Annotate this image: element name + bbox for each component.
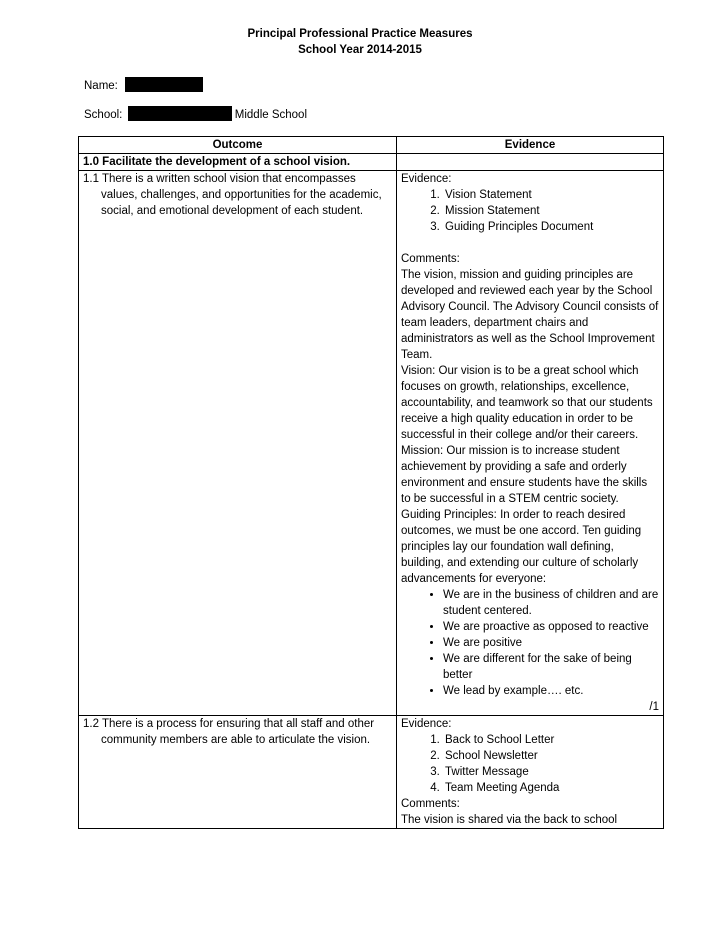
bullet-item: • We are different for the sake of being better xyxy=(443,651,659,683)
table-row xyxy=(79,171,664,716)
comment-paragraph: The vision, mission and guiding principles are developed and reviewed each year by the School Advisory Council. The Advisory Council consists of team leaders, department chairs and administrators as well as the School Improvement Team. xyxy=(401,269,659,361)
comments-label: Comments: xyxy=(401,253,460,265)
measures-table xyxy=(78,136,664,829)
outcome-text: 1.2 There is a process for ensuring that all staff and other community members are able to articulate the vision. xyxy=(83,718,375,746)
section-empty-cell xyxy=(397,154,664,171)
evidence-label: Evidence: xyxy=(401,718,452,730)
evidence-list xyxy=(401,187,659,235)
score: /1 xyxy=(649,701,659,713)
evidence-list xyxy=(401,732,659,796)
outcome-text: 1.1 There is a written school vision that encompasses values, challenges, and opportunities for the academic, social, and emotional development of each student. xyxy=(83,173,382,217)
document-title xyxy=(0,26,720,58)
school-field xyxy=(84,106,307,122)
bullet-item: • We are in the business of children and are student centered. xyxy=(443,587,659,619)
bullet-item: • We are proactive as opposed to reactive xyxy=(443,619,659,635)
outcome-cell xyxy=(79,171,397,716)
outcome-cell xyxy=(79,716,397,829)
evidence-label: Evidence: xyxy=(401,173,452,185)
evidence-item: 1. Vision Statement xyxy=(443,187,659,203)
comment-paragraph: Guiding Principles: In order to reach desired outcomes, we must be one accord. Ten guiding principles lay our foundation wall defining, building, and extending our culture of scholarly advancements for everyone: xyxy=(401,509,642,585)
bullet-item: • We are positive xyxy=(443,635,659,651)
evidence-item: 3. Twitter Message xyxy=(443,764,659,780)
title-line-2: School Year 2014-2015 xyxy=(298,44,422,56)
evidence-item: 3. Guiding Principles Document xyxy=(443,219,659,235)
evidence-item: 1. Back to School Letter xyxy=(443,732,659,748)
guiding-principles-list xyxy=(401,587,659,699)
evidence-cell xyxy=(397,171,664,716)
evidence-item: 2. Mission Statement xyxy=(443,203,659,219)
evidence-cell xyxy=(397,716,664,829)
name-field xyxy=(84,77,203,93)
school-suffix: Middle School xyxy=(234,109,307,121)
table-row xyxy=(79,716,664,829)
evidence-item: 2. School Newsletter xyxy=(443,748,659,764)
school-redaction xyxy=(128,106,232,121)
comments-label: Comments: xyxy=(401,798,460,810)
name-redaction xyxy=(125,77,203,92)
title-line-1: Principal Professional Practice Measures xyxy=(247,28,473,40)
outcome-column-header: Outcome xyxy=(79,137,397,154)
comment-paragraph: The vision is shared via the back to school xyxy=(401,814,618,826)
name-label: Name: xyxy=(84,80,118,92)
bullet-item: • We lead by example…. etc. xyxy=(443,683,659,699)
section-heading: 1.0 Facilitate the development of a school vision. xyxy=(79,154,397,171)
table-header-row xyxy=(79,137,664,154)
school-label: School: xyxy=(84,109,123,121)
evidence-column-header: Evidence xyxy=(397,137,664,154)
comment-paragraph: Mission: Our mission is to increase student achievement by providing a safe and orderly environment and ensure students have the skills to be successful in a STEM centric society. xyxy=(401,445,648,505)
section-row xyxy=(79,154,664,171)
evidence-item: 4. Team Meeting Agenda xyxy=(443,780,659,796)
comment-paragraph: Vision: Our vision is to be a great school which focuses on growth, relationships, excellence, accountability, and teamwork so that our students receive a high quality education in order to be successful in their college and/or their careers. xyxy=(401,365,653,441)
